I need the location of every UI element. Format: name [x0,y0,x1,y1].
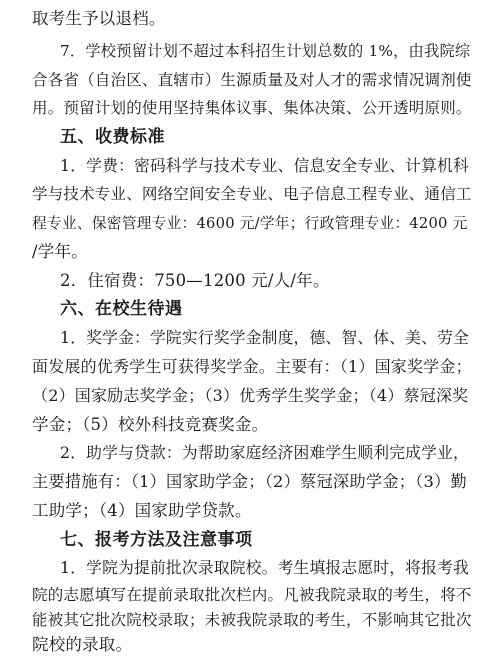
text-line: 取考生予以退档。 [32,9,166,28]
section-heading-fees: 五、收费标准 [60,126,165,147]
section-heading-application: 七、报考方法及注意事项 [60,529,253,550]
section-heading-benefits: 六、在校生待遇 [60,299,183,320]
text-line: 程专业、保密管理专业：4600 元/学年；行政管理专业：4200 元 [32,215,468,233]
text-line: 面发展的优秀学生可获得奖学金。主要有：（1）国家奖学金； [32,356,472,376]
text-line: 2．住宿费：750—1200 元/人/年。 [60,270,330,290]
text-line: 学金；（5）校外科技竞赛奖金。 [32,414,269,434]
text-line: 院的志愿填写在提前录取批次栏内。凡被我院录取的考生，将不 [32,586,472,605]
text-line: 能被其它批次院校录取；未被我院录取的考生，不影响其它批次 [32,611,472,630]
text-line: 工助学；（4）国家助学贷款。 [32,500,252,520]
text-line: 1．学院为提前批次录取院校。考生填报志愿时，将报考我 [60,558,469,578]
text-line: 院校的录取。 [32,635,133,654]
text-line: 1．奖学金：学院实行奖学金制度，德、智、体、美、劳全 [60,328,469,348]
text-line: /学年。 [32,241,88,261]
text-line: （2）国家励志奖学金；（3）优秀学生奖学金；（4）蔡冠深奖 [32,385,469,405]
text-line: 学与技术专业、网络空间安全专业、电子信息工程专业、通信工 [32,185,472,204]
text-line: 用。预留计划的使用坚持集体议事、集体决策、公开透明原则。 [32,99,472,118]
text-line: 2．助学与贷款：为帮助家庭经济困难学生顺利完成学业， [60,443,469,463]
text-line: 1．学费：密码科学与技术专业、信息安全专业、计算机科 [60,155,469,175]
text-line: 7．学校预留计划不超过本科招生计划总数的 1%，由我院综 [60,41,471,60]
text-line: 主要措施有：（1）国家助学金；（2）蔡冠深助学金；（3）勤 [32,472,467,492]
text-line: 合各省（自治区、直辖市）生源质量及对人才的需求情况调剂使 [32,71,472,90]
